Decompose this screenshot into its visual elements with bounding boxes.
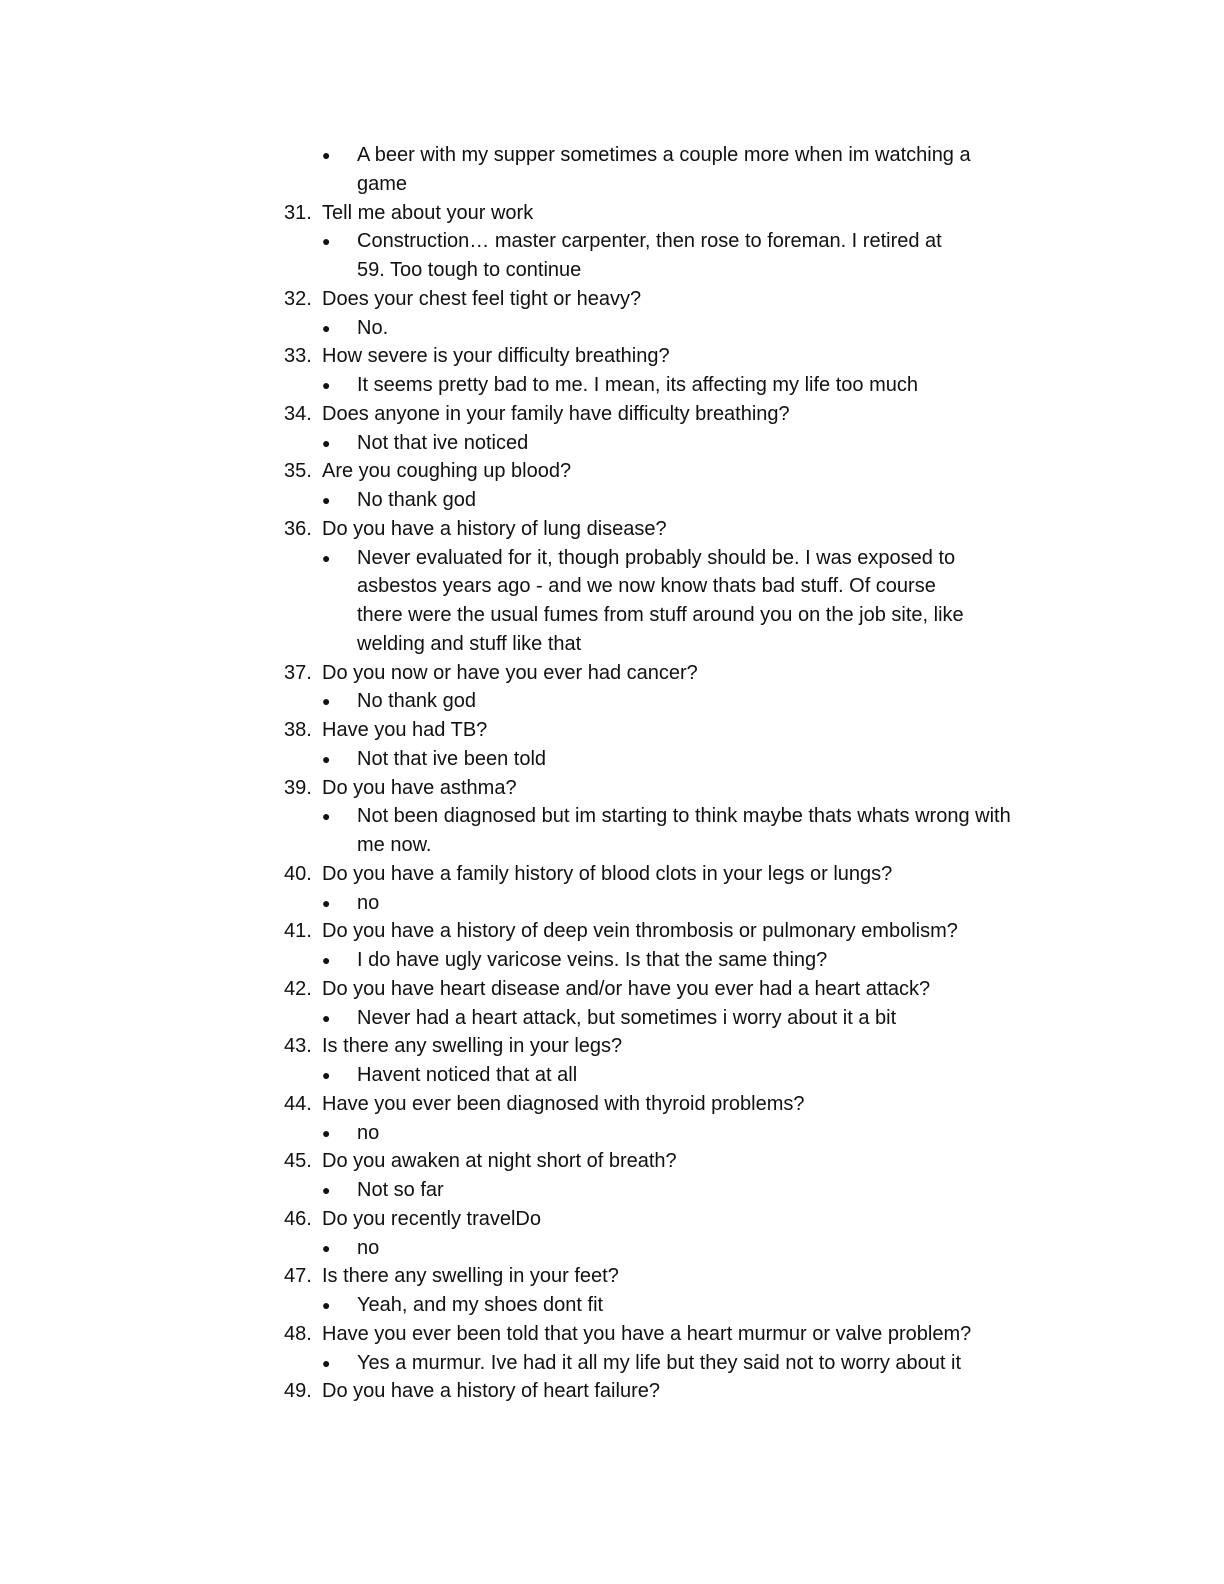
answer-text: It seems pretty bad to me. I mean, its affecting my life too much	[357, 374, 918, 396]
question-number: 34.	[284, 402, 312, 425]
question-item	[0, 1090, 1224, 1148]
answer-line	[0, 429, 1224, 458]
question-text: How severe is your difficulty breathing?	[322, 345, 670, 368]
answer-line	[0, 1349, 1224, 1378]
answer-text: 59. Too tough to continue	[357, 259, 582, 281]
answer-text: Not been diagnosed but im starting to think maybe thats whats wrong with	[357, 805, 1011, 828]
answer-line	[0, 745, 1224, 774]
question-item	[0, 1262, 1224, 1320]
question-text: Do you have a history of heart failure?	[322, 1380, 660, 1403]
question-number: 44.	[284, 1092, 312, 1115]
bullet-icon: ●	[322, 808, 331, 825]
answer-line	[0, 572, 1224, 601]
answer-text: welding and stuff like that	[357, 632, 582, 655]
answer-text: Not that ive been told	[357, 747, 547, 770]
answer-text: No thank god	[357, 489, 476, 511]
answer-line	[0, 314, 1224, 343]
question-number: 49.	[284, 1380, 312, 1403]
question-line	[0, 774, 1224, 803]
question-text: Do you awaken at night short of breath?	[322, 1150, 677, 1173]
question-number: 46.	[284, 1207, 312, 1230]
answer-text: game	[357, 172, 408, 195]
question-number: 31.	[284, 201, 312, 224]
question-item	[0, 1032, 1224, 1090]
question-number: 33.	[284, 345, 312, 368]
question-item	[0, 515, 1224, 659]
question-text: Have you ever been told that you have a heart murmur or valve problem?	[322, 1322, 972, 1345]
answer-line	[0, 831, 1224, 860]
answer-text: No thank god	[357, 690, 476, 713]
question-number: 48.	[284, 1322, 312, 1345]
answer-text: A beer with my supper sometimes a couple more when im watching a	[357, 144, 971, 166]
question-number: 40.	[284, 862, 312, 885]
question-item	[0, 285, 1224, 343]
answer-line	[0, 1176, 1224, 1205]
bullet-icon: ●	[322, 1067, 331, 1083]
bullet-icon: ●	[322, 894, 331, 911]
answer-text: Havent noticed that at all	[357, 1064, 578, 1086]
question-line	[0, 975, 1224, 1004]
question-line	[0, 1320, 1224, 1349]
answer-text: Never had a heart attack, but sometimes i worry about it a bit	[357, 1006, 897, 1029]
question-text: Does anyone in your family have difficulty breathing?	[322, 402, 790, 425]
answer-text: there were the usual fumes from stuff around you on the job site, like	[357, 604, 964, 626]
answer-line	[0, 141, 1224, 170]
question-text: Is there any swelling in your legs?	[322, 1035, 623, 1058]
question-item	[0, 917, 1224, 975]
question-number: 37.	[284, 661, 312, 684]
question-item	[0, 975, 1224, 1033]
bullet-icon: ●	[322, 1297, 331, 1313]
answer-line	[0, 227, 1224, 256]
question-line	[0, 1377, 1224, 1406]
answer-line	[0, 256, 1224, 285]
question-line	[0, 342, 1224, 371]
question-line	[0, 400, 1224, 429]
question-number: 39.	[284, 776, 312, 799]
question-item	[0, 199, 1224, 285]
document-page	[0, 141, 1224, 1406]
answer-text: asbestos years ago - and we now know thats bad stuff. Of course	[357, 575, 936, 598]
question-text: Do you now or have you ever had cancer?	[322, 661, 698, 684]
bullet-icon: ●	[322, 377, 331, 393]
question-text: Do you recently travelDo	[322, 1207, 541, 1230]
question-line	[0, 1262, 1224, 1291]
bullet-icon: ●	[322, 1182, 331, 1198]
question-item	[0, 457, 1224, 515]
answer-text: me now.	[357, 834, 432, 856]
answer-line	[0, 630, 1224, 659]
question-number: 45.	[284, 1150, 312, 1173]
bullet-icon: ●	[322, 434, 331, 451]
question-line	[0, 1147, 1224, 1176]
answer-line	[0, 1061, 1224, 1090]
question-text: Do you have asthma?	[322, 776, 517, 799]
answer-text: Never evaluated for it, though probably should be. I was exposed to	[357, 546, 956, 569]
question-number: 41.	[284, 920, 312, 943]
question-number: 43.	[284, 1035, 312, 1058]
bullet-icon: ●	[322, 952, 331, 968]
carryover-answer	[0, 141, 1224, 199]
answer-line	[0, 371, 1224, 400]
answer-line	[0, 1291, 1224, 1320]
question-item	[0, 1205, 1224, 1263]
bullet-icon: ●	[322, 1124, 331, 1141]
answer-line	[0, 486, 1224, 515]
bullet-icon: ●	[322, 319, 331, 336]
answer-text: No.	[357, 316, 389, 339]
bullet-icon: ●	[322, 1354, 331, 1371]
question-text: Do you have a history of lung disease?	[322, 517, 667, 540]
answer-line	[0, 170, 1224, 199]
question-line	[0, 515, 1224, 544]
question-text: Are you coughing up blood?	[322, 460, 572, 483]
answer-text: I do have ugly varicose veins. Is that the same thing?	[357, 949, 828, 971]
question-item	[0, 1377, 1224, 1406]
answer-line	[0, 802, 1224, 831]
bullet-icon: ●	[322, 549, 331, 566]
question-text: Do you have heart disease and/or have you ever had a heart attack?	[322, 977, 931, 1000]
answer-line	[0, 601, 1224, 630]
question-text: Do you have a history of deep vein thrombosis or pulmonary embolism?	[322, 920, 958, 943]
question-text: Tell me about your work	[322, 201, 534, 224]
question-text: Have you ever been diagnosed with thyroid problems?	[322, 1092, 805, 1115]
bullet-icon: ●	[322, 492, 331, 508]
question-item	[0, 1320, 1224, 1378]
answer-text: no	[357, 1121, 380, 1144]
answer-line	[0, 946, 1224, 975]
question-number: 38.	[284, 719, 312, 741]
question-item	[0, 659, 1224, 717]
question-item	[0, 716, 1224, 774]
answer-line	[0, 1004, 1224, 1033]
answer-text: no	[357, 891, 380, 914]
question-line	[0, 1090, 1224, 1119]
question-number: 32.	[284, 287, 312, 310]
answer-line	[0, 1234, 1224, 1263]
answer-text: Yeah, and my shoes dont fit	[357, 1294, 604, 1316]
answer-text: Yes a murmur. Ive had it all my life but they said not to worry about it	[357, 1351, 961, 1374]
question-item	[0, 860, 1224, 918]
question-item	[0, 342, 1224, 400]
bullet-icon: ●	[322, 693, 331, 710]
question-line	[0, 199, 1224, 228]
question-number: 35.	[284, 460, 312, 483]
question-line	[0, 285, 1224, 314]
bullet-icon: ●	[322, 750, 331, 767]
question-number: 36.	[284, 517, 312, 540]
question-text: Do you have a family history of blood clots in your legs or lungs?	[322, 862, 893, 885]
question-item	[0, 400, 1224, 458]
question-line	[0, 457, 1224, 486]
question-number: 47.	[284, 1265, 312, 1288]
answer-text: Not that ive noticed	[357, 431, 529, 454]
bullet-icon: ●	[322, 147, 331, 163]
answer-line	[0, 544, 1224, 573]
question-line	[0, 1032, 1224, 1061]
answer-line	[0, 889, 1224, 918]
question-line	[0, 716, 1224, 745]
answer-text: Not so far	[357, 1179, 444, 1201]
question-text: Have you had TB?	[322, 719, 488, 741]
answer-line	[0, 1119, 1224, 1148]
answer-text: no	[357, 1236, 380, 1259]
question-line	[0, 917, 1224, 946]
question-list	[0, 199, 1224, 1407]
question-item	[0, 1147, 1224, 1205]
question-line	[0, 659, 1224, 688]
question-text: Is there any swelling in your feet?	[322, 1265, 619, 1288]
bullet-icon: ●	[322, 233, 331, 250]
question-line	[0, 1205, 1224, 1234]
answer-text: Construction… master carpenter, then rose to foreman. I retired at	[357, 230, 942, 253]
answer-line	[0, 687, 1224, 716]
question-number: 42.	[284, 977, 312, 1000]
bullet-icon: ●	[322, 1009, 331, 1026]
question-text: Does your chest feel tight or heavy?	[322, 287, 642, 310]
question-line	[0, 860, 1224, 889]
question-item	[0, 774, 1224, 860]
bullet-icon: ●	[322, 1239, 331, 1256]
